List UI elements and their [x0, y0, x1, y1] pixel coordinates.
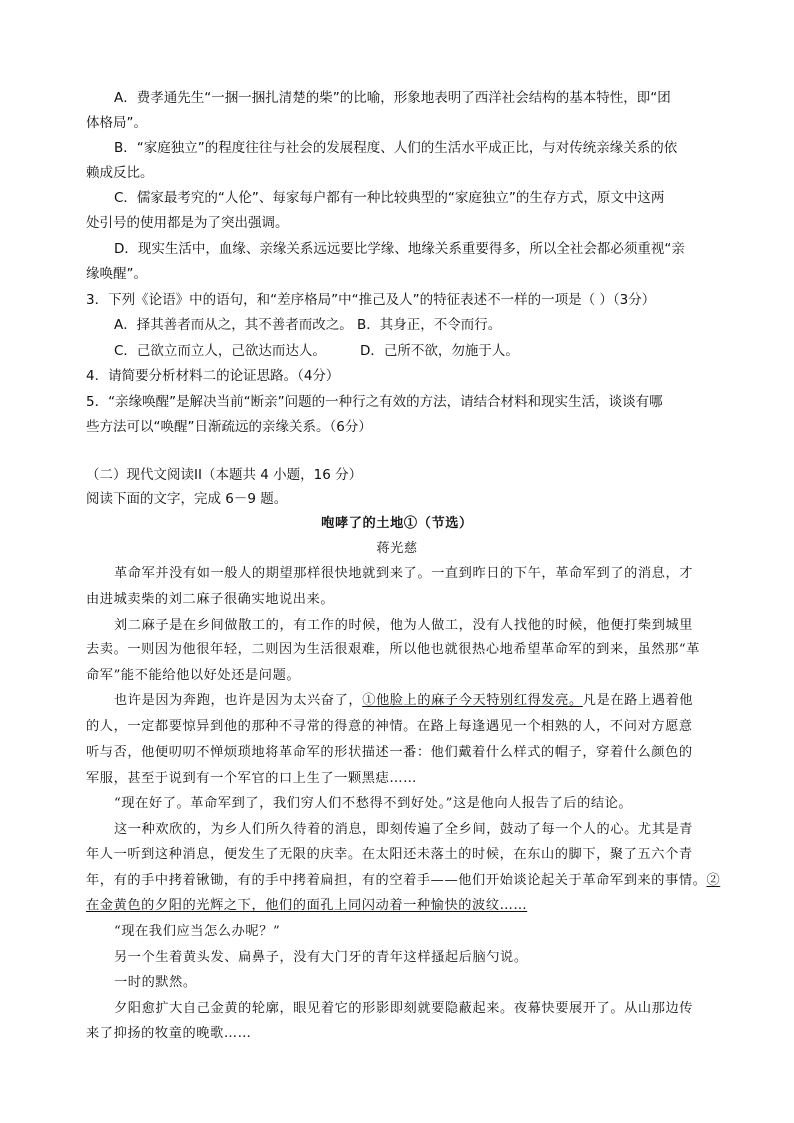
- underlined-marker-2: ②: [706, 873, 721, 888]
- story-author: 蒋光慈: [376, 541, 418, 556]
- section-heading: （二）现代文阅读II（本题共 4 小题，16 分）: [86, 467, 363, 483]
- story-p8: 另一个生着黄头发、扁鼻子，没有大门牙的青年这样搔起后脑勺说。: [114, 950, 528, 965]
- underlined-sentence-2: 在金黄色的夕阳的光辉之下，他们的面孔上同闪动着一种愉快的波纹……: [86, 898, 528, 913]
- option-a-line2: 体格局”。: [86, 115, 147, 131]
- story-p10-line2: 来了抑扬的牧童的晚歌……: [86, 1026, 252, 1041]
- option-c-line1: C．儒家最考究的“人伦”、每家每户都有一种比较典型的“家庭独立”的生存方式，原文中这两: [114, 190, 665, 206]
- question-3-options-ab: A．择其善者而从之，其不善者而改之。 B．其身正，不令而行。: [114, 317, 502, 333]
- underlined-sentence-1: ①他脸上的麻子今天特别红得发亮。: [362, 693, 583, 708]
- question-4: 4．请简要分析材料二的论证思路。（4分）: [86, 368, 340, 384]
- question-3-option-d: D．己所不欲，勿施于人。: [360, 343, 519, 359]
- story-p6-line3-text: 年，有的手中拷着锹锄，有的手中拷着扁担，有的空着手——他们开始谈论起关于革命军到来的事情。: [86, 873, 707, 888]
- story-p5: “现在好了。革命军到了，我们穷人们不愁得不到好处。”这是他向人报告了后的结论。: [114, 796, 633, 811]
- story-p10-line1: 夕阳愈扩大自己金黄的轮廓，眼见着它的形影即刻就要隐蔽起来。夜幕快要展开了。从山那边传: [114, 1001, 694, 1016]
- story-p1-line2: 由进城卖柴的刘二麻子很确实地说出来。: [86, 592, 335, 607]
- story-p4-line3: 听与否，他便叨叨不惮烦琐地将革命军的形状描述一番：他们戴着什么样式的帽子，穿着什么颜色的: [86, 745, 693, 760]
- option-d-line1: D．现实生活中，血缘、亲缘关系远远要比学缘、地缘关系重要得多，所以全社会都必须重视“亲: [114, 241, 685, 257]
- option-a-line1: A．费孝通先生“一捆一捆扎清楚的柴”的比喻，形象地表明了西洋社会结构的基本特性，即“团: [114, 90, 671, 106]
- story-p9: 一时的默然。: [114, 975, 197, 990]
- story-p4-line4: 军服，甚至于说到有一个军官的口上生了一颗黑痣……: [86, 771, 417, 786]
- story-title: 咆哮了的土地①（节选）: [321, 516, 473, 531]
- section-instruction: 阅读下面的文字，完成 6－9 题。: [86, 491, 288, 507]
- question-3-option-c: C．己欲立而立人，己欲达而达人。: [114, 343, 326, 359]
- story-p4-post: 凡是在路上遇着他: [582, 693, 694, 708]
- story-p6-line3: [86, 872, 720, 890]
- story-p4-pre: 也许是因为奔跑，也许是因为太兴奋了，: [114, 693, 363, 708]
- question-5-line2: 些方法可以“唤醒”日渐疏远的亲缘关系。（6分）: [86, 419, 372, 435]
- story-p7: “现在我们应当怎么办呢？”: [114, 924, 281, 939]
- question-5-line1: 5．“亲缘唤醒”是解决当前“断亲”问题的一种行之有效的方法，请结合材料和现实生活，谈谈有哪: [86, 394, 663, 410]
- story-p4-line2: 的人，一定都要惊异到他的那种不寻常的得意的神情。在路上每逢遇见一个相熟的人，不问对方愿意: [86, 719, 693, 734]
- story-p2: 刘二麻子是在乡间做散工的，有工作的时候，他为人做工，没有人找他的时候，他便打柴到城里: [114, 618, 694, 633]
- story-p3-line1: 去卖。一则因为他很年轻，二则因为生活很艰难，所以他也就很热心地希望革命军的到来，虽然那“革: [86, 642, 700, 657]
- story-p3-line2: 命军”能不能给他以好处还是问题。: [86, 668, 301, 683]
- story-p6-line1: 这一种欢欣的，为乡人们所久待着的消息，即刻传遍了全乡间，鼓动了每一个人的心。尤其是青: [114, 822, 694, 837]
- story-p1-line1: 革命军并没有如一般人的期望那样很快地就到来了。一直到昨日的下午，革命军到了的消息，才: [114, 566, 694, 581]
- story-p4-line1: [114, 692, 693, 710]
- question-3-stem: 3．下列《论语》中的语句，和“差序格局”中“推己及人”的特征表述不一样的一项是（ ）（3分）: [86, 292, 656, 308]
- option-b-line1: B．“家庭独立”的程度往往与社会的发展程度、人们的生活水平成正比，与对传统亲缘关系的依: [114, 140, 678, 156]
- story-p6-line2: 年人一听到这种消息，便发生了无限的庆幸。在太阳还未落土的时候，在东山的脚下，聚了五六个青: [86, 847, 693, 862]
- option-c-line2: 处引号的使用都是为了突出强调。: [86, 215, 289, 231]
- option-d-line2: 缘唤醒”。: [86, 266, 147, 282]
- option-b-line2: 赖成反比。: [86, 165, 154, 181]
